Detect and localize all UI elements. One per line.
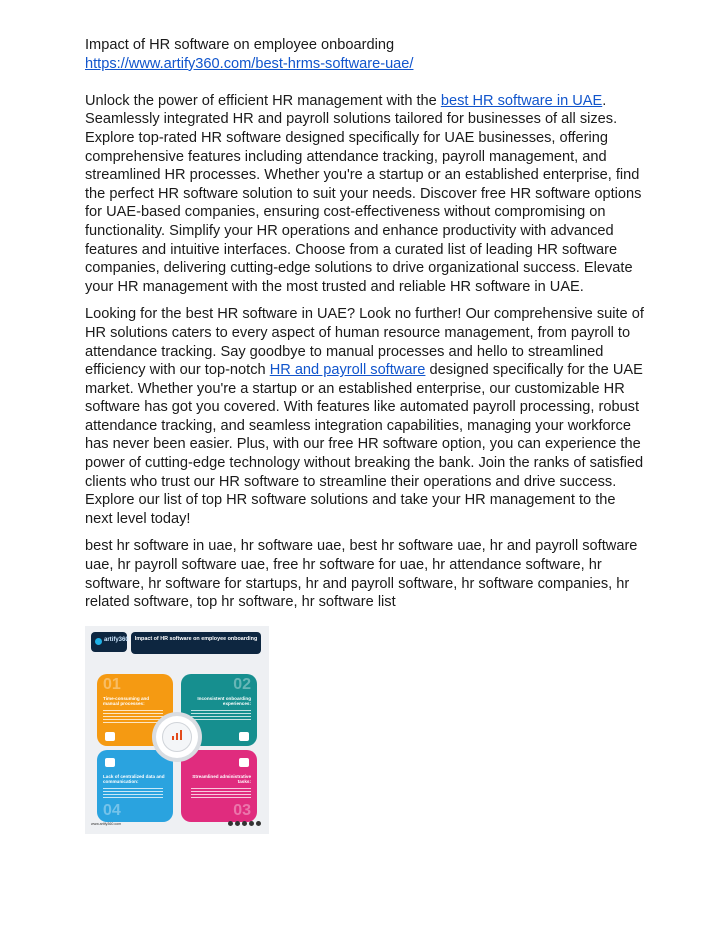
card-text-lines bbox=[103, 788, 163, 800]
logo-mark-icon bbox=[95, 638, 102, 645]
card-text-lines bbox=[191, 710, 251, 722]
heading-block bbox=[85, 36, 645, 73]
paragraph-looking-text-1: Looking for the best HR software in UAE? Look no further! Our comprehensive suite of HR solutions caters to every aspect of human resource management, from payroll to attendance tracking. Say goodbye to manual processes and hello to streamlined efficiency with our top-notch bbox=[85, 306, 644, 379]
lock-icon bbox=[239, 758, 249, 767]
paragraph-intro-text-2: . Seamlessly integrated HR and payroll solutions tailored for businesses of all sizes. Explore top-rated HR software designed specifically for UAE businesses, offering comprehensive features including attendance tracking, payroll management, and streamlined HR processes. Whether you're a startup or an established enterprise, find the perfect HR software solution to suit your needs. Discover free HR software options for UAE-based companies, ensuring cost-effectiveness without compromising on functionality. Simplify your HR operations and enhance productivity with advanced features and intuitive interfaces. Choose from a curated list of leading HR software companies, delivering cutting-edge solutions to drive organizational success. Elevate your HR management with the most trusted and reliable HR software in UAE. bbox=[85, 92, 642, 295]
instagram-icon bbox=[235, 821, 240, 826]
card-streamlined-admin bbox=[181, 750, 257, 822]
youtube-icon bbox=[256, 821, 261, 826]
paragraph-intro bbox=[85, 92, 645, 297]
infographic-footer-url: www.artify360.com bbox=[91, 822, 122, 826]
card-number: 03 bbox=[233, 802, 251, 819]
facebook-icon bbox=[228, 821, 233, 826]
card-number: 04 bbox=[103, 802, 121, 819]
paragraph-looking-text-2: designed specifically for the UAE market. Whether you're a startup or an established enterprise, our customizable HR software has got you covered. With features like automated payroll processing, robust attendance tracking, and seamless integration capabilities, managing your workforce has never been easier. Plus, with our free HR software option, you can experience the power of cutting-edge technology without breaking the bank. Join the ranks of satisfied clients who trust our HR software to streamline their operations and drive success. Explore our list of top HR software solutions and take your HR management to the next level today! bbox=[85, 362, 644, 527]
card-title: Inconsistent onboarding experiences: bbox=[197, 696, 251, 707]
card-number: 01 bbox=[103, 676, 121, 693]
card-text-lines bbox=[103, 710, 163, 725]
nodes-icon bbox=[105, 758, 115, 767]
gear-center bbox=[162, 722, 192, 752]
infographic-image bbox=[85, 626, 269, 834]
infographic-title: Impact of HR software on employee onboarding bbox=[131, 632, 261, 654]
chat-icon bbox=[105, 732, 115, 741]
card-title: Streamlined administrative tasks: bbox=[192, 774, 251, 785]
best-hr-software-link[interactable]: best HR software in UAE bbox=[440, 92, 603, 109]
gear-icon bbox=[156, 716, 198, 758]
card-title: Lack of centralized data and communication: bbox=[103, 774, 165, 785]
card-title: Time-consuming and manual processes: bbox=[103, 696, 150, 707]
document-body bbox=[85, 36, 645, 621]
people-icon bbox=[239, 732, 249, 741]
url-link[interactable]: https://www.artify360.com/best-hrms-software-uae/ bbox=[85, 55, 414, 72]
paragraph-intro-text-1: Unlock the power of efficient HR management with the bbox=[85, 92, 441, 109]
logo-text: artify360 bbox=[104, 637, 129, 643]
card-number: 02 bbox=[233, 676, 251, 693]
paragraph-looking bbox=[85, 305, 645, 528]
keywords-paragraph: best hr software in uae, hr software uae, best hr software uae, hr and payroll software uae, hr payroll software uae, free hr software for uae, hr attendance software, hr software, hr software for startups, hr and payroll software, hr software companies, hr related software, top hr software, hr software list bbox=[85, 538, 638, 611]
artify360-logo bbox=[91, 632, 127, 652]
card-text-lines bbox=[191, 788, 251, 800]
linkedin-icon bbox=[249, 821, 254, 826]
card-lack-centralized-data bbox=[97, 750, 173, 822]
hr-payroll-software-link[interactable]: HR and payroll software bbox=[269, 362, 426, 379]
social-icons bbox=[228, 821, 261, 826]
document-title: Impact of HR software on employee onboarding bbox=[85, 37, 395, 53]
twitter-icon bbox=[242, 821, 247, 826]
